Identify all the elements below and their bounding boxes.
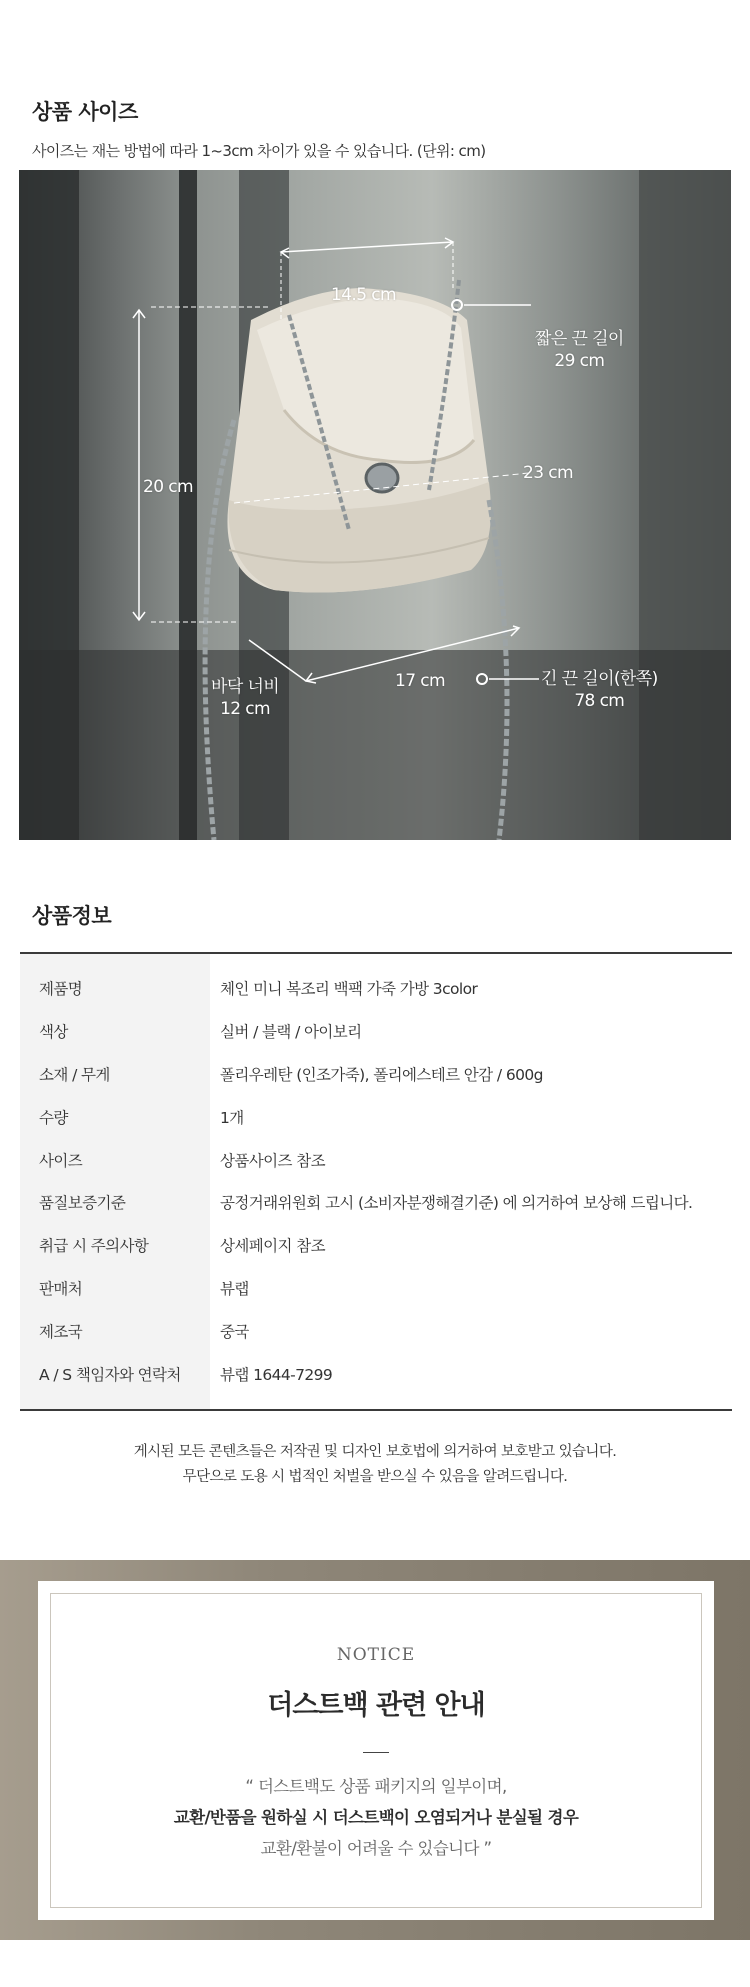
info-row [20, 1053, 732, 1096]
info-rows [20, 967, 732, 1395]
dim-bottom-width: 17 cm [395, 671, 445, 691]
info-row [20, 1095, 732, 1138]
product-photo [19, 170, 731, 840]
info-row [20, 967, 732, 1010]
info-row [20, 1181, 732, 1224]
size-section-title: 상품 사이즈 [32, 100, 138, 124]
notice-line-3: 교환/환불이 어려울 수 있습니다 ” [260, 1839, 492, 1858]
info-row-value: 상세페이지 참조 [220, 1237, 325, 1256]
info-row-label: 사이즈 [39, 1151, 83, 1170]
notice-text [51, 1771, 701, 1864]
info-row-value: 체인 미니 복조리 백팩 가죽 가방 3color [220, 980, 478, 999]
info-row [20, 1309, 732, 1352]
product-info-section [20, 900, 732, 1384]
info-row [20, 1138, 732, 1181]
info-row [20, 1352, 732, 1395]
info-row-label: 수량 [39, 1108, 68, 1127]
dim-bottom-depth-value: 12 cm [220, 699, 271, 720]
info-row-label: 취급 시 주의사항 [39, 1237, 149, 1256]
dim-bottom-depth [211, 676, 279, 720]
info-row [20, 1267, 732, 1310]
dim-bottom-depth-label: 바닥 너비 [211, 677, 280, 697]
dim-short-strap-label: 짧은 끈 길이 [535, 329, 624, 349]
info-row [20, 1224, 732, 1267]
dim-long-strap [541, 668, 658, 712]
notice-title: 더스트백 관련 안내 [267, 1690, 485, 1721]
notice-divider [363, 1752, 389, 1753]
info-row-value: 뷰랩 [220, 1279, 249, 1298]
dim-width-top: 14.5 cm [331, 285, 396, 305]
info-row-value: 실버 / 블랙 / 아이보리 [220, 1023, 362, 1042]
dim-long-strap-value: 78 cm [574, 691, 625, 712]
notice-en-title: NOTICE [336, 1645, 416, 1665]
copyright-notice [0, 1440, 750, 1490]
notice-box [38, 1581, 714, 1920]
info-row-value: 1개 [220, 1108, 244, 1127]
notice-line-2: 교환/반품을 원하실 시 더스트백이 오염되거나 분실될 경우 [173, 1808, 579, 1827]
info-row-label: A / S 책임자와 연락처 [39, 1365, 181, 1384]
product-info-title: 상품정보 [32, 904, 112, 928]
info-row-label: 제조국 [39, 1322, 83, 1341]
info-row-label: 색상 [39, 1023, 68, 1042]
notice-line-1: “ 더스트백도 상품 패키지의 일부이며, [245, 1777, 507, 1796]
info-row-label: 판매처 [39, 1279, 83, 1298]
dim-long-strap-label: 긴 끈 길이(한쪽) [541, 669, 658, 689]
dim-short-strap [535, 328, 624, 372]
info-row [20, 1010, 732, 1053]
info-row-value: 공정거래위원회 고시 (소비자분쟁해결기준) 에 의거하여 보상해 드립니다. [220, 1194, 693, 1213]
dim-short-strap-value: 29 cm [554, 351, 605, 372]
notice-frame [50, 1593, 702, 1908]
info-row-value: 상품사이즈 참조 [220, 1151, 325, 1170]
info-row-label: 제품명 [39, 980, 83, 999]
info-row-label: 품질보증기준 [39, 1194, 126, 1213]
info-row-value: 폴리우레탄 (인조가죽), 폴리에스테르 안감 / 600g [220, 1065, 543, 1084]
bag-illustration [19, 170, 731, 840]
product-info-table [20, 952, 732, 1411]
copyright-line-1: 게시된 모든 콘텐츠들은 저작권 및 디자인 보호법에 의거하여 보호받고 있습니다. [133, 1444, 617, 1460]
info-row-value: 뷰랩 1644-7299 [220, 1365, 333, 1384]
copyright-line-2: 무단으로 도용 시 법적인 처벌을 받으실 수 있음을 알려드립니다. [182, 1469, 568, 1485]
dim-height: 20 cm [143, 477, 193, 497]
info-row-value: 중국 [220, 1322, 249, 1341]
size-section [32, 96, 732, 161]
dim-diagonal: 23 cm [523, 463, 573, 483]
notice-banner [0, 1560, 750, 1940]
info-row-label: 소재 / 무게 [39, 1065, 110, 1084]
size-measure-note: 사이즈는 재는 방법에 따라 1~3cm 차이가 있을 수 있습니다. (단위: cm) [32, 142, 486, 160]
